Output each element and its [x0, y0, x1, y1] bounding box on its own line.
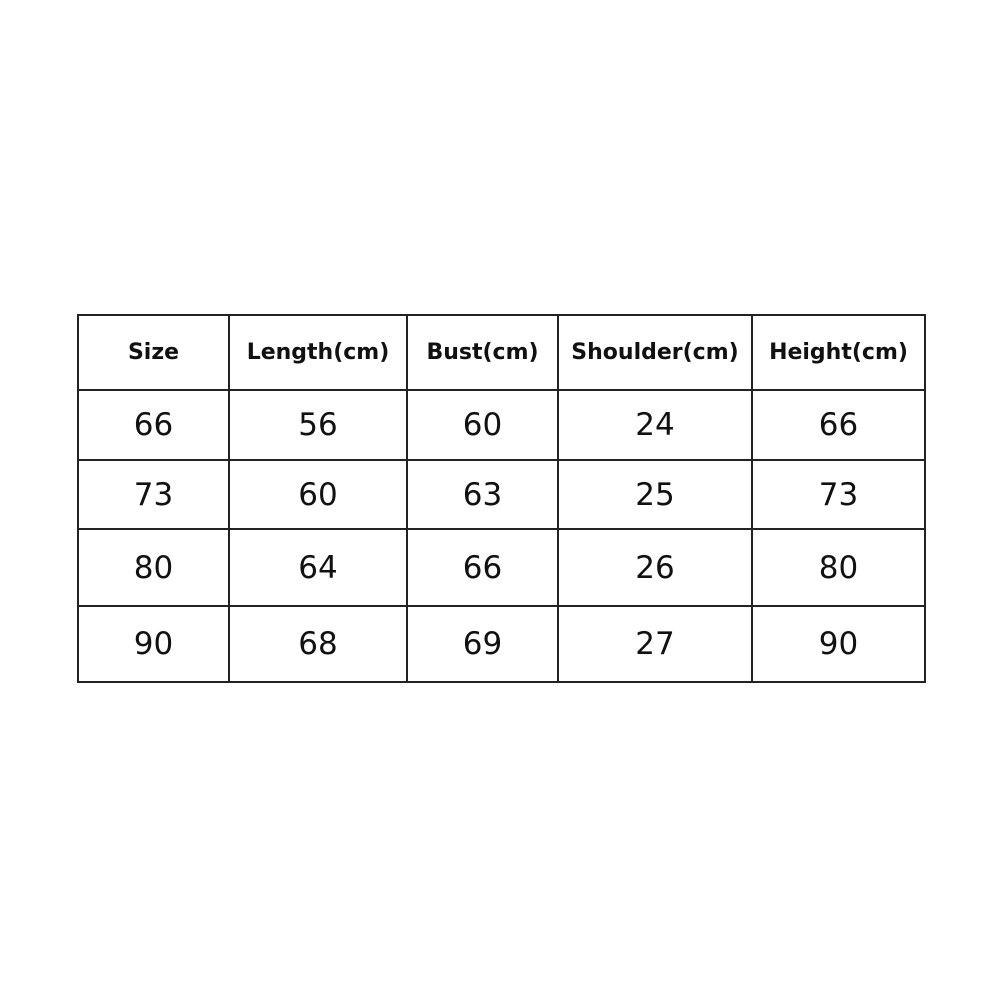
cell-length: 56 [229, 390, 407, 460]
cell-height: 80 [752, 529, 925, 606]
cell-size: 66 [78, 390, 229, 460]
cell-bust: 69 [407, 606, 558, 682]
header-length: Length(cm) [229, 315, 407, 390]
header-height: Height(cm) [752, 315, 925, 390]
table-row [78, 529, 925, 606]
cell-length: 68 [229, 606, 407, 682]
cell-size: 90 [78, 606, 229, 682]
header-bust: Bust(cm) [407, 315, 558, 390]
cell-height: 73 [752, 460, 925, 529]
header-shoulder: Shoulder(cm) [558, 315, 752, 390]
table-row [78, 460, 925, 529]
header-size: Size [78, 315, 229, 390]
cell-bust: 63 [407, 460, 558, 529]
table-header-row [78, 315, 925, 390]
cell-bust: 66 [407, 529, 558, 606]
table-row [78, 390, 925, 460]
table-row [78, 606, 925, 682]
size-chart-table [77, 314, 926, 683]
cell-size: 73 [78, 460, 229, 529]
cell-length: 60 [229, 460, 407, 529]
cell-shoulder: 26 [558, 529, 752, 606]
cell-shoulder: 27 [558, 606, 752, 682]
cell-height: 66 [752, 390, 925, 460]
cell-height: 90 [752, 606, 925, 682]
cell-bust: 60 [407, 390, 558, 460]
cell-shoulder: 25 [558, 460, 752, 529]
cell-length: 64 [229, 529, 407, 606]
cell-shoulder: 24 [558, 390, 752, 460]
cell-size: 80 [78, 529, 229, 606]
